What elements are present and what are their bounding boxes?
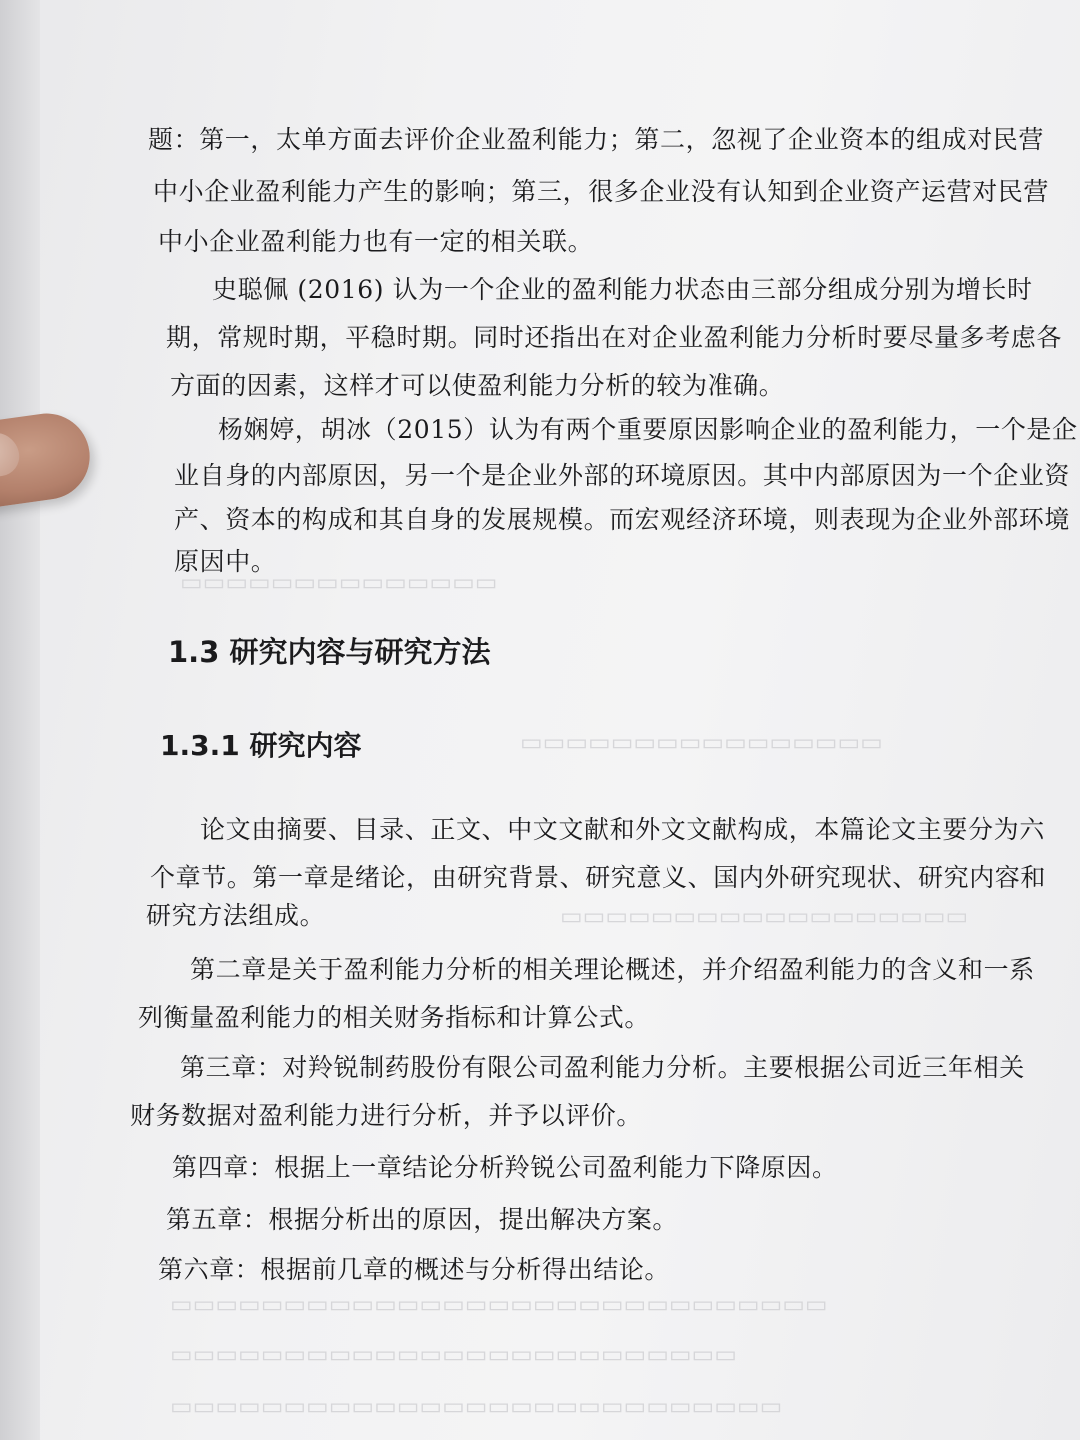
paragraph-line: 论文由摘要、目录、正文、中文文献和外文文献构成，本篇论文主要分为六	[200, 815, 1045, 844]
paragraph-line: 期，常规时期，平稳时期。同时还指出在对企业盈利能力分析时要尽量多考虑各	[166, 323, 1063, 352]
paragraph-line: 题：第一，太单方面去评价企业盈利能力；第二，忽视了企业资本的组成对民营	[148, 125, 1045, 154]
paragraph-line: 中小企业盈利能力产生的影响；第三，很多企业没有认知到企业资产运营对民营	[153, 177, 1050, 206]
show-through-text: ▭▭▭▭▭▭▭▭▭▭▭▭▭▭▭▭▭▭▭▭▭▭▭▭▭▭▭▭▭	[170, 1290, 828, 1318]
show-through-text: ▭▭▭▭▭▭▭▭▭▭▭▭▭▭▭▭▭▭▭▭▭▭▭▭▭▭▭	[170, 1392, 783, 1420]
paragraph-line: 第二章是关于盈利能力分析的相关理论概述，并介绍盈利能力的含义和一系	[190, 955, 1035, 984]
paragraph-line: 原因中。	[174, 547, 277, 576]
paragraph-line: 个章节。第一章是绪论，由研究背景、研究意义、国内外研究现状、研究内容和	[150, 863, 1047, 892]
paragraph-line: 业自身的内部原因，另一个是企业外部的环境原因。其中内部原因为一个企业资	[174, 461, 1071, 490]
show-through-text: ▭▭▭▭▭▭▭▭▭▭▭▭▭▭▭▭▭▭▭▭▭▭▭▭▭	[170, 1340, 737, 1368]
paragraph-line: 第三章：对羚锐制药股份有限公司盈利能力分析。主要根据公司近三年相关	[180, 1053, 1025, 1082]
section-heading: 1.3 研究内容与研究方法	[168, 635, 491, 669]
chapter-line: 第四章：根据上一章结论分析羚锐公司盈利能力下降原因。	[172, 1153, 838, 1182]
paragraph-line: 杨娴婷，胡冰（2015）认为有两个重要原因影响企业的盈利能力，一个是企	[218, 415, 1078, 444]
paragraph-line: 产、资本的构成和其自身的发展规模。而宏观经济环境，则表现为企业外部环境	[174, 505, 1071, 534]
show-through-text: ▭▭▭▭▭▭▭▭▭▭▭▭▭▭▭▭	[520, 728, 883, 756]
chapter-line: 第六章：根据前几章的概述与分析得出结论。	[158, 1255, 671, 1284]
paragraph-line: 研究方法组成。	[146, 901, 326, 930]
paragraph-line: 中小企业盈利能力也有一定的相关联。	[158, 227, 594, 256]
paragraph-line: 财务数据对盈利能力进行分析，并予以评价。	[130, 1101, 643, 1130]
chapter-line: 第五章：根据分析出的原因，提出解决方案。	[166, 1205, 679, 1234]
show-through-text: ▭▭▭▭▭▭▭▭▭▭▭▭▭▭▭▭▭▭	[560, 902, 969, 930]
paragraph-line: 列衡量盈利能力的相关财务指标和计算公式。	[138, 1003, 651, 1032]
paragraph-line: 史聪佩 (2016) 认为一个企业的盈利能力状态由三部分组成分别为增长时	[212, 275, 1033, 304]
paragraph-line: 方面的因素，这样才可以使盈利能力分析的较为准确。	[170, 371, 785, 400]
show-through-text: ▭▭▭▭▭▭▭▭▭▭▭▭▭▭	[180, 568, 498, 596]
subsection-heading: 1.3.1 研究内容	[160, 729, 362, 762]
